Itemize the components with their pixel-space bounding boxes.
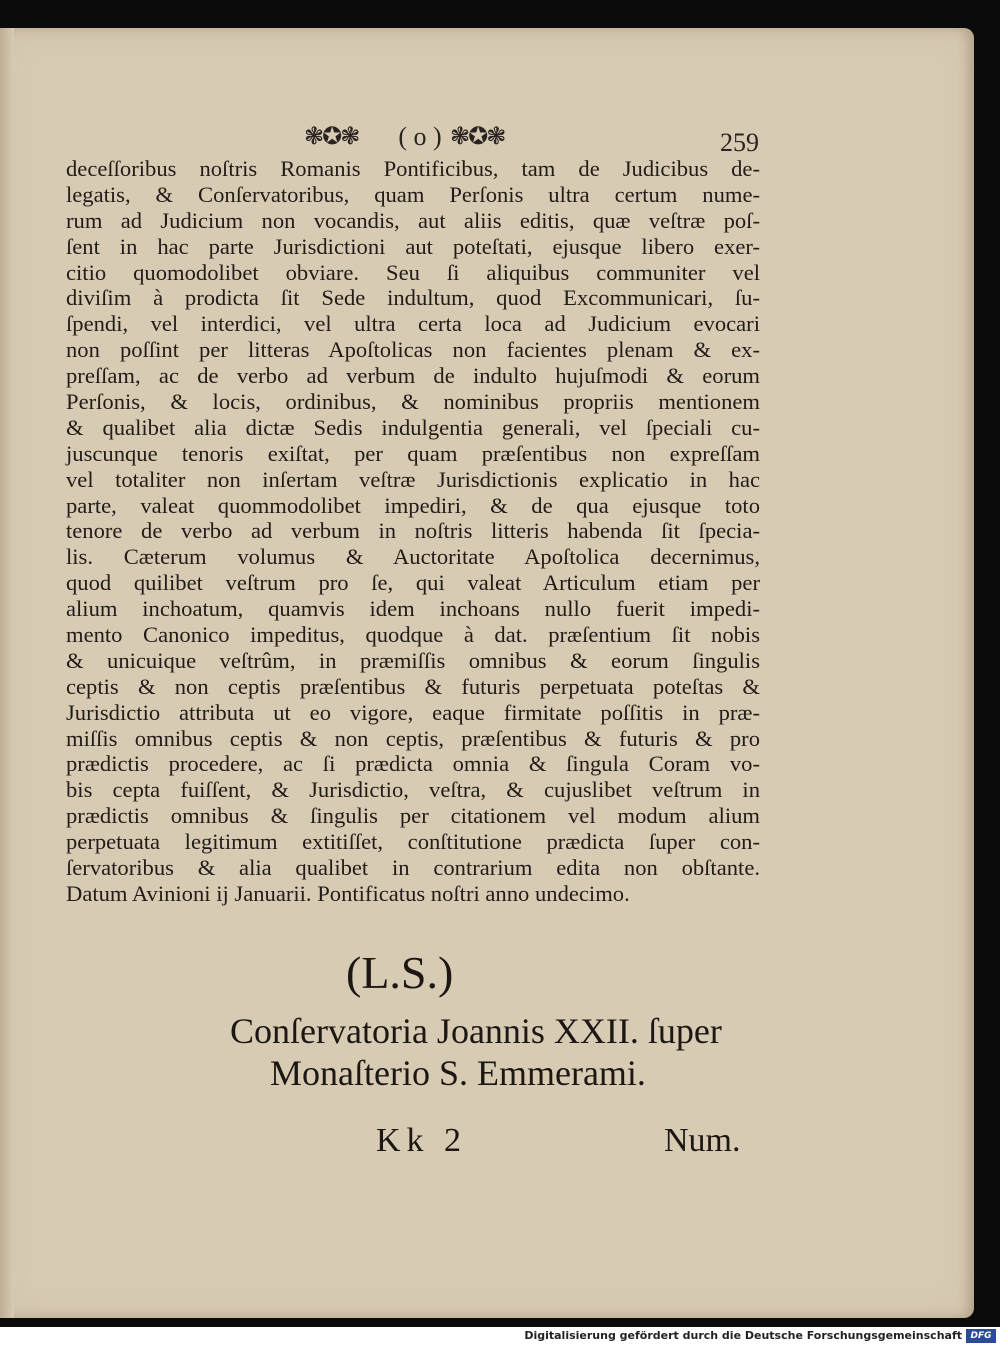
text-line: ceptis & non ceptis præſentibus & futuris perpetuata poteſtas & (66, 673, 760, 699)
section-title-line-1: Conſervatoria Joannis XXII. ſuper (230, 1011, 722, 1051)
text-line: perpetuata legitimum extitiſſet, conſtitutione prædicta ſuper con- (66, 829, 760, 855)
text-line: quod quilibet veſtrum pro ſe, qui valeat Articulum etiam per (66, 570, 760, 596)
page-gutter (0, 28, 14, 1318)
text-line: ſpendi, vel interdici, vel ultra certa loca ad Judicium evocari (66, 311, 760, 337)
page-number: 259 (720, 128, 759, 157)
text-line: diviſim à prodicta ſit Sede indultum, quod Excommunicari, ſu- (66, 285, 760, 311)
ornament-right-icon: ❃✪❃ (450, 122, 505, 150)
text-line: alium inchoatum, quamvis idem inchoans nullo fuerit impedi- (66, 596, 760, 622)
text-line: parte, valeat quommodolibet impediri, & de qua ejusque toto (66, 492, 760, 518)
text-line: Perſonis, & locis, ordinibus, & nominibus propriis mentionem (66, 389, 760, 415)
text-line: & qualibet alia dictæ Sedis indulgentia generali, vel ſpeciali cu- (66, 414, 760, 440)
text-line: deceſſoribus noſtris Romanis Pontificibus, tam de Judicibus de- (66, 156, 760, 181)
text-line: citio quomodolibet obviare. Seu ſi aliquibus communiter vel (66, 259, 760, 285)
text-line: prædictis procedere, ac ſi prædicta omnia & ſingula Coram vo- (66, 751, 760, 777)
text-line: & unicuique veſtrûm, in præmiſſis omnibus & eorum ſingulis (66, 647, 760, 673)
ornament-left-icon: ❃✪❃ (304, 122, 359, 150)
seal-mark: (L.S.) (346, 947, 454, 998)
text-line: ſervatoribus & alia qualibet in contrarium edita non obſtante. (66, 855, 760, 881)
text-line: lis. Cæterum volumus & Auctoritate Apoſtolica decernimus, (66, 544, 760, 570)
funding-credit: Digitalisierung gefördert durch die Deutsche Forschungsgemeinschaft (524, 1329, 962, 1342)
text-line: ſent in hac parte Jurisdictioni aut poteſtati, ejusque libero exer- (66, 233, 760, 259)
text-line: non poſſint per litteras Apoſtolicas non facientes plenam & ex- (66, 337, 760, 363)
text-line: vel totaliter non inſertam veſtræ Jurisdictionis explicatio in hac (66, 466, 760, 492)
text-line: Datum Avinioni ij Januarii. Pontificatus noſtri anno undecimo. (66, 880, 630, 906)
body-text (66, 156, 760, 907)
text-line: prædictis omnibus & ſingulis per citationem vel modum alium (66, 803, 760, 829)
text-line: juscunque tenoris exiſtat, per quam præſentibus non expreſſam (66, 440, 760, 466)
text-line: preſſam, ac de verbo ad verbum de indulto hujuſmodi & eorum (66, 363, 760, 389)
section-title (230, 1010, 760, 1094)
header-mark: ( o ) (398, 122, 442, 151)
dfg-logo-icon: DFG (966, 1329, 996, 1343)
catchword: Num. (664, 1122, 741, 1159)
text-line: bis cepta fuiſſent, & Jurisdictio, veſtra, & cujuslibet veſtrum in (66, 777, 760, 803)
text-line: Jurisdictio attributa ut eo vigore, eaque firmitate poſſitis in præ- (66, 699, 760, 725)
footer-bar (0, 1327, 1000, 1347)
text-line: tenore de verbo ad verbum in noſtris litteris habenda ſit ſpecia- (66, 518, 760, 544)
text-line: rum ad Judicium non vocandis, aut aliis editis, quæ veſtræ poſ- (66, 207, 760, 233)
signature-mark: Kk 2 (376, 1122, 468, 1159)
text-line: mento Canonico impeditus, quodque à dat. præſentium ſit nobis (66, 622, 760, 648)
text-line: legatis, & Conſervatoribus, quam Perſonis ultra certum nume- (66, 181, 760, 207)
section-title-line-2: Monaſterio S. Emmerami. (270, 1053, 646, 1093)
text-line: miſſis omnibus ceptis & non ceptis, præſentibus & futuris & pro (66, 725, 760, 751)
